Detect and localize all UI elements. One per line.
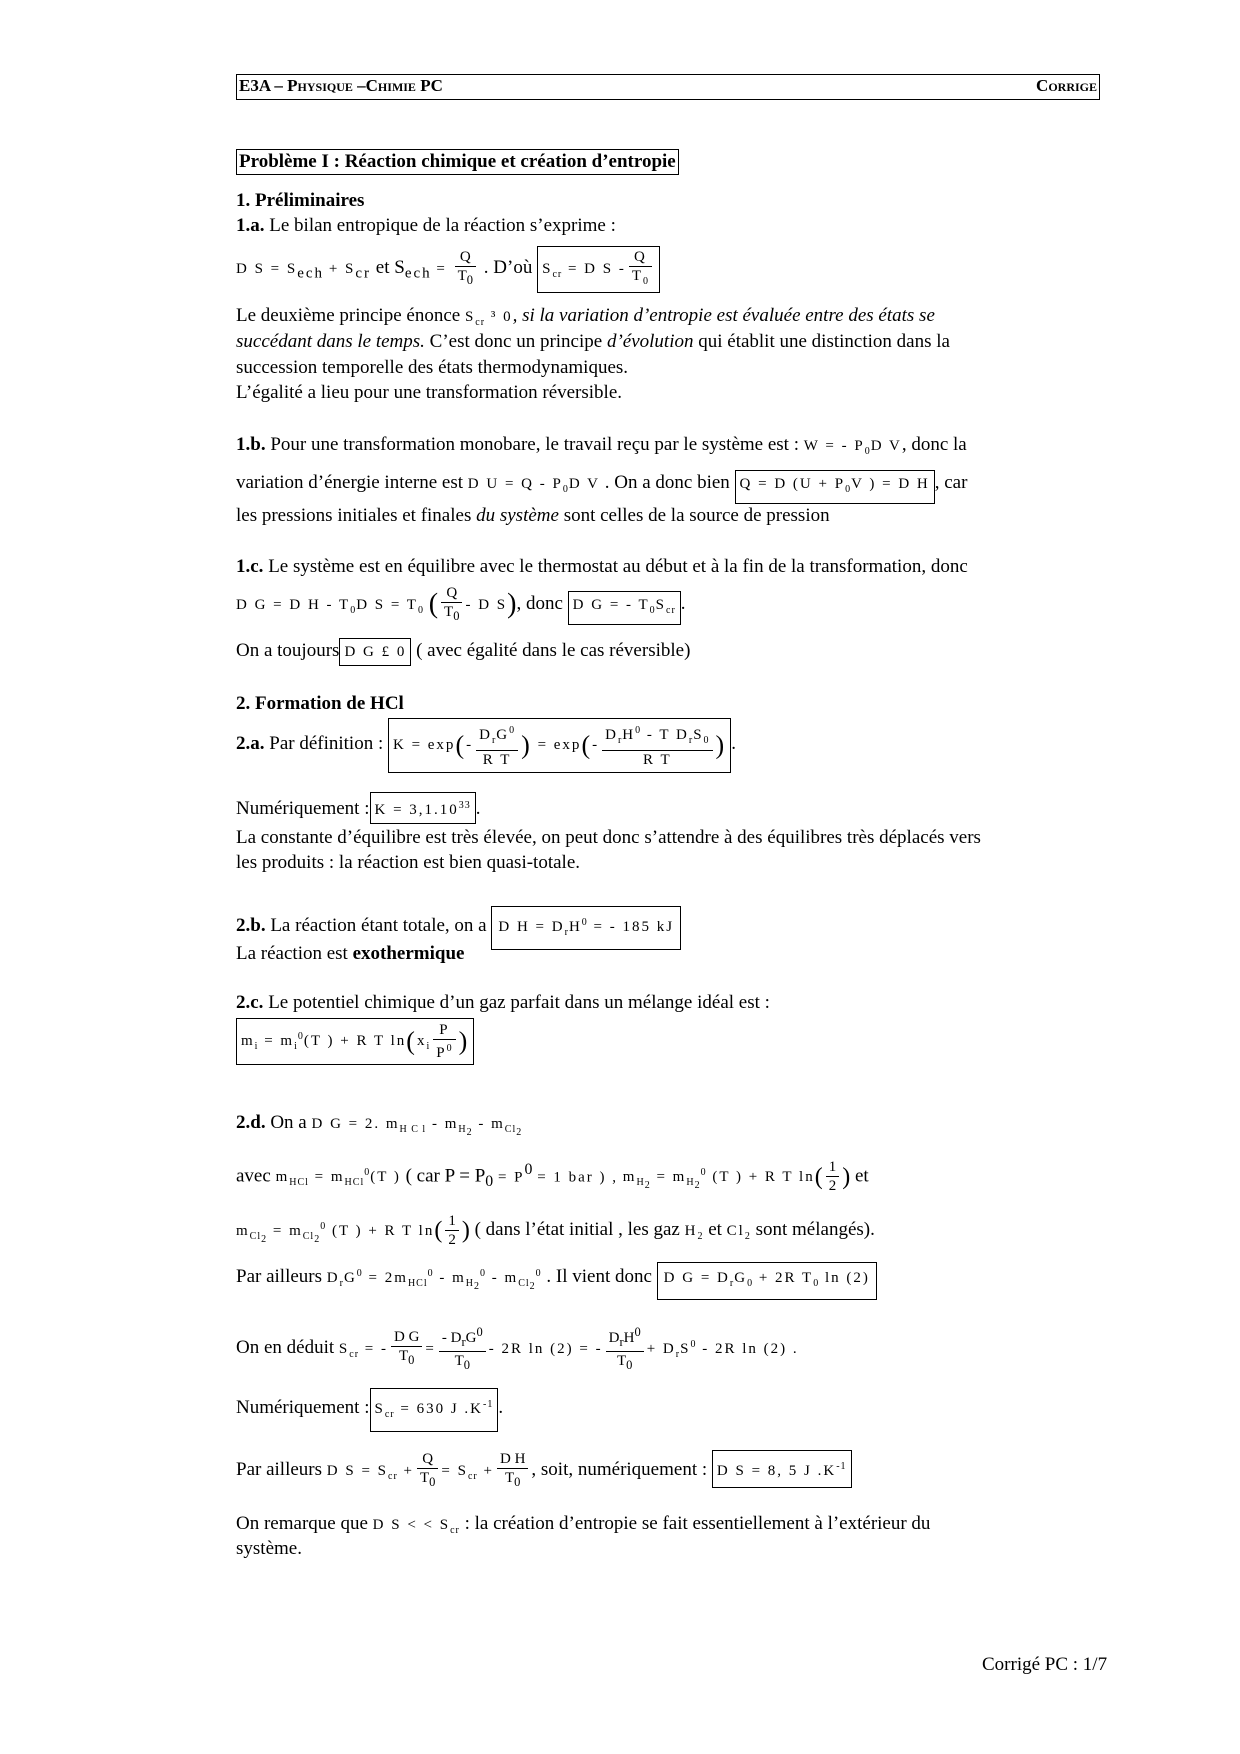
q2d-deduction: On en déduit $S_{cr}$ = - $\frac{\text{D G}}{T_0}$ = $\frac{- D_rG^0}{T_0}$ - 2R ln (2) = - $\frac{D_rH^0}{T_0}$ + $D_rS^0 - 2R$ ln (2) . [236,1325,799,1372]
q2a-value-box: $K = 3,1.10^{33}$ [370,792,476,824]
header-left: E3A – Physique –Chimie PC [239,76,443,95]
q2d-remark-2: système. [236,1538,302,1559]
q2d-remark-1: On remarque que D S < < $S_{cr}$ : la création d’entropie se fait essentiellement à l’extérieur du [236,1513,931,1536]
q1c-result-box: D G = - $T_0S_{cr}$ [568,591,681,625]
q2d-line-3: $m_{Cl_2} = m_{Cl_2}^0$ (T ) + R T ln( $\frac{1}{2}$ ) ( dans l’état initial , les gaz $H_2$ et $Cl_2$ sont mélangés). [236,1213,875,1248]
section-2-title: 2. Formation de HCl [236,693,404,714]
q2c-formula [236,1018,474,1064]
q1a-paragraph-4: L’égalité a lieu pour une transformation réversible. [236,382,623,403]
q1a-intro: 1.a. Le bilan entropique de la réaction s’exprime : [236,215,616,236]
q2b-result-box: D $H = D_rH^0$ = - 185 kJ [491,906,681,950]
q1b-result-box: Q = D ($U + P_0V$ ) = D H [735,470,935,504]
q2a-comment-2: les produits : la réaction est bien quasi-totale. [236,852,581,873]
q1b-line-1: 1.b. Pour une transformation monobare, le travail reçu par le système est : W = - $P_0D$ V, donc la [236,434,967,457]
q1c-line-1: 1.c. Le système est en équilibre avec le thermostat au début et à la fin de la transformation, donc [236,556,968,577]
q2d-line-ds: Par ailleurs D $S = S_{cr}$ + $\frac{Q}{T_0}$ = $S_{cr}$ + $\frac{\text{D H}}{T_0}$ , soit, numériquement : D S = 8, 5 J $.K^{-1}$ [236,1450,852,1500]
q1a-equation: D $S = S_{ech} + S_{cr}$ et $S_{ech}$ = $\frac{Q}{T_0}$ . D’où $S_{cr} = D$ S - $\frac{Q}{T_0}$ [236,246,660,294]
q1c-inequality-box: D G £ 0 [339,638,411,666]
q1b-line-2: variation d’énergie interne est D $U = Q - P_0D$ V . On a donc bien Q = D ($U + P_0V$ ) = D H , car [236,470,967,504]
q2a-formula-box: K = exp(- $\frac{D_rG^0}{\text{R T}}$ ) = exp(- $\frac{D_rH^0 - T D_rS_0}{\text{R T}}$ ) [388,718,731,773]
q1a-paragraph-1: Le deuxième principe énonce $S_{cr}$ ³ 0, si la variation d’entropie est évaluée entre des états se [236,305,935,328]
page-footer: Corrigé PC : 1/7 [982,1654,1108,1675]
q2c-formula-box: $m_i = m_i^0(T$ ) + R T $\ln(x_i$ $\frac{P}{P^0}$ ) [236,1018,474,1065]
page-header [236,74,1100,100]
q1a-paragraph-3: succession temporelle des états thermodynamiques. [236,357,629,378]
q1c-equation: D G = D H - $T_0D$ $S = T_0$ ( $\frac{Q}{T_0}$ - D S), donc D G = - $T_0S_{cr}$ . [236,585,686,623]
q1a-paragraph-2: succédant dans le temps. C’est donc un principe d’évolution qui établit une distinction dans la [236,331,950,352]
q2d-result-box: D $G = D_rG_0 + 2R$ $T_0$ ln (2) [657,1262,877,1300]
q2a-comment-1: La constante d’équilibre est très élevée, on peut donc s’attendre à des équilibres très déplacés vers [236,827,981,848]
q2d-line-2: avec $m_{HCl} = m_{HCl}^0(T$ ) ( car $P = P_0 = P^0 = 1$ bar ) , $m_{H_2} = m_{H_2}^0$ (T ) + R T ln( $\frac{1}{2}$ ) et [236,1159,869,1195]
q2a-definition: 2.a. Par définition : K = exp(- $\frac{D_rG^0}{\text{R T}}$ ) = exp(- $\frac{D_rH^0 - T D_rS_0}{\text{R T}}$ ) . [236,718,736,770]
q1a-result-box: $S_{cr} = D$ S - $\frac{Q}{T_0}$ [537,246,660,293]
section-1-title: 1. Préliminaires [236,190,365,211]
q2d-entropy-box: $S_{cr} = 630$ J $.K^{-1}$ [370,1388,499,1432]
q2b-line-2: La réaction est exothermique [236,943,465,964]
q2d-ds-box: D S = 8, 5 J $.K^{-1}$ [712,1450,852,1488]
q2b-line-1: 2.b. La réaction étant totale, on a D $H = D_rH^0$ = - 185 kJ [236,906,681,950]
problem-title: Problème I : Réaction chimique et création d’entropie [236,149,679,175]
q2d-numeric-1: Numériquement : $S_{cr} = 630$ J $.K^{-1}$ . [236,1388,503,1432]
header-right: Corrige [1036,76,1097,95]
q1b-line-3: les pressions initiales et finales du système sont celles de la source de pression [236,505,830,526]
q1c-line-2: On a toujours D G £ 0 ( avec égalité dans le cas réversible) [236,638,690,666]
q2d-line-1: 2.d. On a D G = 2. $m_{H C l} - m_{H_2} - m_{Cl_2}$ [236,1112,523,1138]
q2c-line-1: 2.c. Le potentiel chimique d’un gaz parfait dans un mélange idéal est : [236,992,770,1013]
q2a-numeric: Numériquement : $K = 3,1.10^{33}$ . [236,792,481,824]
q2d-line-4: Par ailleurs $D_rG^0 = 2m_{HCl}^0 - m_{H_2}^0 - m_{Cl_2}^0$ . Il vient donc D $G = D_rG_0 + 2R$ $T_0$ ln (2) [236,1262,877,1300]
